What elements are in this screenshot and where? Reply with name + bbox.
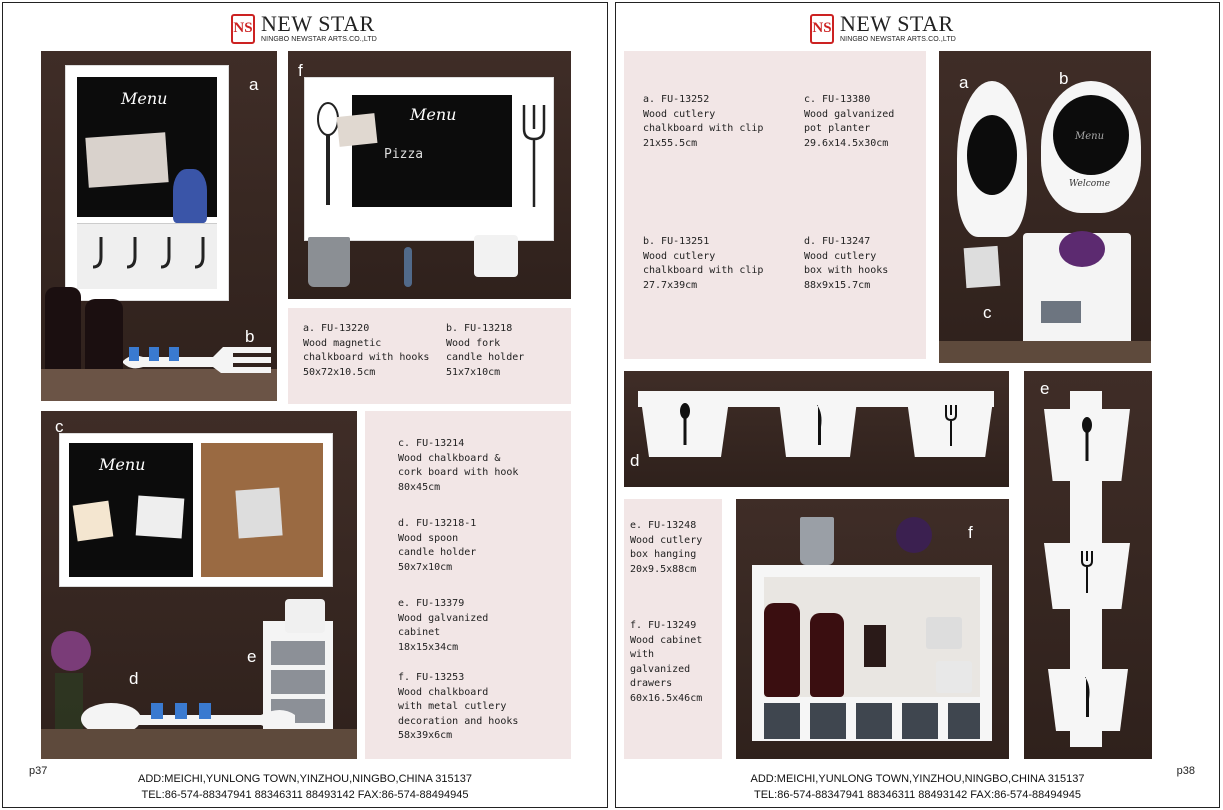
brand-subtitle: NINGBO NEWSTAR ARTS.CO.,LTD xyxy=(840,36,956,43)
product-photo-f xyxy=(288,51,571,299)
photo-label-b: b xyxy=(1059,69,1069,88)
board-menu-text: Menu xyxy=(1075,131,1105,142)
mug-image xyxy=(926,617,962,649)
photo-label-d: d xyxy=(129,669,139,688)
fork-candle-holder-icon xyxy=(121,341,271,381)
spec-b: b. FU-13218 Wood fork candle holder 51x7x10cm xyxy=(446,323,525,378)
page-number: p38 xyxy=(1176,765,1195,777)
photo-label-a: a xyxy=(959,73,969,92)
spec-box-abcd xyxy=(624,51,926,359)
spec-box-ab xyxy=(288,308,571,404)
magnet-note-image xyxy=(85,132,168,187)
photo-label-f: f xyxy=(968,523,973,542)
flowers-image xyxy=(896,517,932,553)
product-photo-ab xyxy=(41,51,277,401)
photo-card-image xyxy=(136,495,185,538)
flowers-image xyxy=(51,631,91,671)
fork-icon xyxy=(1080,549,1094,595)
spec-box-cdef xyxy=(365,411,571,759)
product-photo-abc xyxy=(939,51,1151,363)
brand-name: NEW STAR xyxy=(261,11,375,36)
page-number: p37 xyxy=(29,765,48,777)
spec-d: d. FU-13247 Wood cutlery box with hooks 88x9x15.7cm xyxy=(804,236,889,291)
catalog-page-left xyxy=(2,2,608,808)
spec-box-ef xyxy=(624,499,722,759)
footer-contact: TEL:86-574-88347941 88346311 88493142 FAX:86-574-88494945 xyxy=(753,789,1082,801)
catalog-page-right xyxy=(615,2,1220,808)
fork-icon xyxy=(944,403,958,447)
photo-card-image xyxy=(235,488,282,539)
product-photo-cde xyxy=(41,411,357,759)
photo-label-e: e xyxy=(1040,379,1050,398)
canister-image xyxy=(810,613,844,697)
spec-e: e. FU-13379 Wood galvanized cabinet 18x15x34cm xyxy=(398,598,489,653)
spec-d: d. FU-13218-1 Wood spoon candle holder 50x7x10cm xyxy=(398,518,477,573)
spec-a: a. FU-13220 Wood magnetic chalkboard with hooks 50x72x10.5cm xyxy=(303,323,430,378)
photo-label-f: f xyxy=(298,61,303,80)
footer-contact: TEL:86-574-88347941 88346311 88493142 FAX:86-574-88494945 xyxy=(141,789,469,801)
spoon-icon xyxy=(678,403,692,447)
galvanized-pot-image xyxy=(308,237,350,287)
spoon-icon xyxy=(1080,417,1094,463)
newstar-logo-icon: NS xyxy=(810,14,834,44)
knife-icon xyxy=(812,403,826,447)
mug-image xyxy=(285,599,325,633)
spec-f: f. FU-13249 Wood cabinet with galvanized drawers 60x16.5x46cm xyxy=(630,620,703,704)
photo-label-d: d xyxy=(630,451,640,470)
mug-image xyxy=(936,661,972,693)
spec-e: e. FU-13248 Wood cutlery box hanging 20x9.5x88cm xyxy=(630,520,703,575)
footer-address: ADD:MEICHI,YUNLONG TOWN,YINZHOU,NINGBO,CHINA 315137 xyxy=(750,773,1085,785)
hooks-icon xyxy=(81,231,221,283)
menu-chalk-text: Menu xyxy=(410,105,457,124)
spec-c: c. FU-13214 Wood chalkboard & cork board with hook 80x45cm xyxy=(398,438,519,493)
product-photo-d xyxy=(624,371,1009,487)
canister-image xyxy=(85,299,123,373)
footer-address-block xyxy=(616,771,1219,803)
clipped-card-image xyxy=(337,113,378,147)
spec-a: a. FU-13252 Wood cutlery chalkboard with clip 21x55.5cm xyxy=(643,94,764,149)
spec-c: c. FU-13380 Wood galvanized pot planter 29.6x14.5x30cm xyxy=(804,94,895,149)
ginger-jar-image xyxy=(173,169,207,223)
goblet-image xyxy=(864,625,886,667)
galvanized-pot-image xyxy=(800,517,834,565)
pizza-chalk-text: Pizza xyxy=(384,147,424,162)
product-photo-f xyxy=(736,499,1009,759)
product-photo-e xyxy=(1024,371,1152,759)
brand-logo xyxy=(810,13,956,44)
photo-card-image xyxy=(73,501,114,542)
photo-label-c: c xyxy=(55,417,64,436)
newstar-logo-icon: NS xyxy=(231,14,255,44)
fork-icon xyxy=(520,101,548,211)
menu-chalk-text: Menu xyxy=(99,455,146,474)
brand-subtitle: NINGBO NEWSTAR ARTS.CO.,LTD xyxy=(261,36,377,43)
photo-label-a: a xyxy=(249,75,259,94)
flowers-image xyxy=(1059,231,1105,267)
knife-icon xyxy=(1080,675,1094,721)
spec-b: b. FU-13251 Wood cutlery chalkboard with clip 27.7x39cm xyxy=(643,236,764,291)
mug-image xyxy=(474,235,518,277)
brand-logo xyxy=(231,13,377,44)
canister-image xyxy=(45,287,81,373)
footer-address: ADD:MEICHI,YUNLONG TOWN,YINZHOU,NINGBO,CHINA 315137 xyxy=(138,773,472,785)
photo-label-c: c xyxy=(983,303,992,322)
spec-f: f. FU-13253 Wood chalkboard with metal cutlery decoration and hooks 58x39x6cm xyxy=(398,672,519,741)
photo-label-e: e xyxy=(247,647,257,666)
canister-image xyxy=(764,603,800,697)
brand-name: NEW STAR xyxy=(840,11,954,36)
footer-address-block xyxy=(3,771,607,803)
photo-label-b: b xyxy=(245,327,255,346)
menu-chalk-text: Menu xyxy=(121,89,168,108)
clipped-card-image xyxy=(964,246,1001,288)
board-welcome-text: Welcome xyxy=(1069,179,1111,189)
